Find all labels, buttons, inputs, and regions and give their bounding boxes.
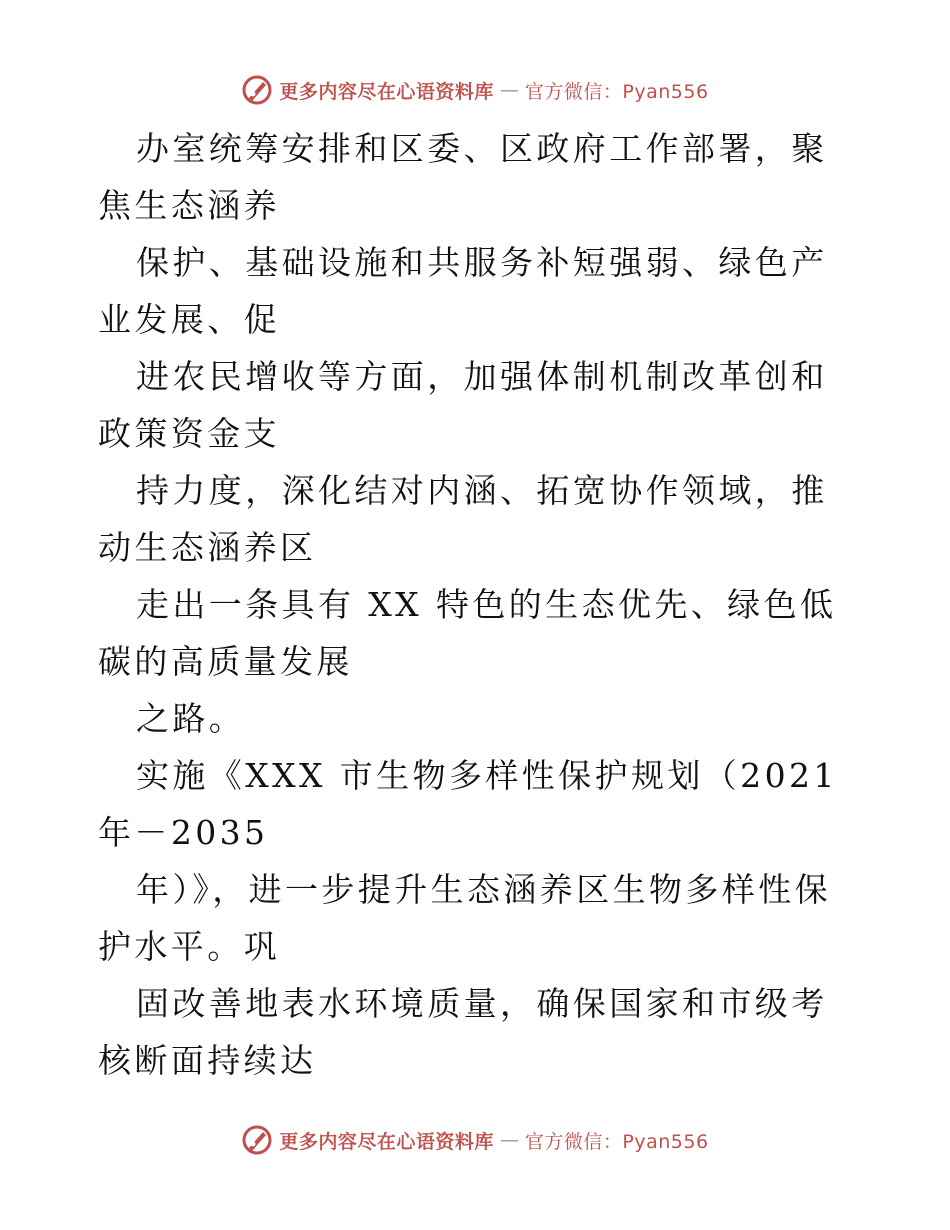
paragraph-4-line-2: 态涵养区 <box>170 528 317 567</box>
paragraph-3-line-2: 资金支 <box>170 414 281 453</box>
paragraph-8 <box>98 861 858 975</box>
paragraph-9-line-1: 固改善地表水环境质量，确保国家和市级考核断 <box>98 984 828 1080</box>
paragraph-2-line-2: 展、促 <box>170 300 281 339</box>
paragraph-4 <box>98 462 858 576</box>
watermark-wechat: 官方微信：Pyan556 <box>524 80 709 103</box>
paragraph-5-line-1: 走出一条具有 XX 特色的生态优先、绿色低碳的 <box>98 585 837 681</box>
paragraph-6-line-1: 之路。 <box>136 699 246 738</box>
watermark-wechat: 官方微信：Pyan556 <box>524 1130 709 1153</box>
paragraph-9-line-2: 面持续达 <box>170 1041 317 1080</box>
paragraph-3-line-1: 进农民增收等方面，加强体制机制改革创和政策 <box>98 357 828 453</box>
paragraph-4-line-1: 持力度，深化结对内涵、拓宽协作领域，推动生 <box>98 471 828 567</box>
paragraph-2-line-1: 保护、基础设施和共服务补短强弱、绿色产业发 <box>98 243 828 339</box>
paragraph-8-line-2: 水平。巩 <box>134 927 281 966</box>
watermark-title: 更多内容尽在心语资料库 <box>279 80 494 103</box>
quill-logo-icon <box>241 74 273 106</box>
document-body <box>98 120 858 1089</box>
paragraph-1-line-1: 办室统筹安排和区委、区政府工作部署，聚焦生 <box>98 129 828 225</box>
footer-watermark <box>0 1120 950 1160</box>
watermark-title: 更多内容尽在心语资料库 <box>279 1130 494 1153</box>
paragraph-3 <box>98 348 858 462</box>
paragraph-6 <box>98 690 858 747</box>
paragraph-5 <box>98 576 858 690</box>
header-watermark <box>0 70 950 110</box>
paragraph-7 <box>98 747 858 861</box>
watermark-separator: — <box>499 1129 519 1151</box>
paragraph-1-line-2: 态涵养 <box>170 186 281 225</box>
paragraph-7-line-1: 实施《XXX 市生物多样性保护规划（2021 年－ <box>98 756 838 852</box>
watermark-separator: — <box>499 79 519 101</box>
paragraph-8-line-1: 年）》，进一步提升生态涵养区生物多样性保护 <box>98 870 831 966</box>
quill-logo-icon <box>241 1124 273 1156</box>
paragraph-1 <box>98 120 858 234</box>
paragraph-7-line-2: 2035 <box>170 813 269 852</box>
paragraph-5-line-2: 高质量发展 <box>170 642 353 681</box>
paragraph-9 <box>98 975 858 1089</box>
paragraph-2 <box>98 234 858 348</box>
